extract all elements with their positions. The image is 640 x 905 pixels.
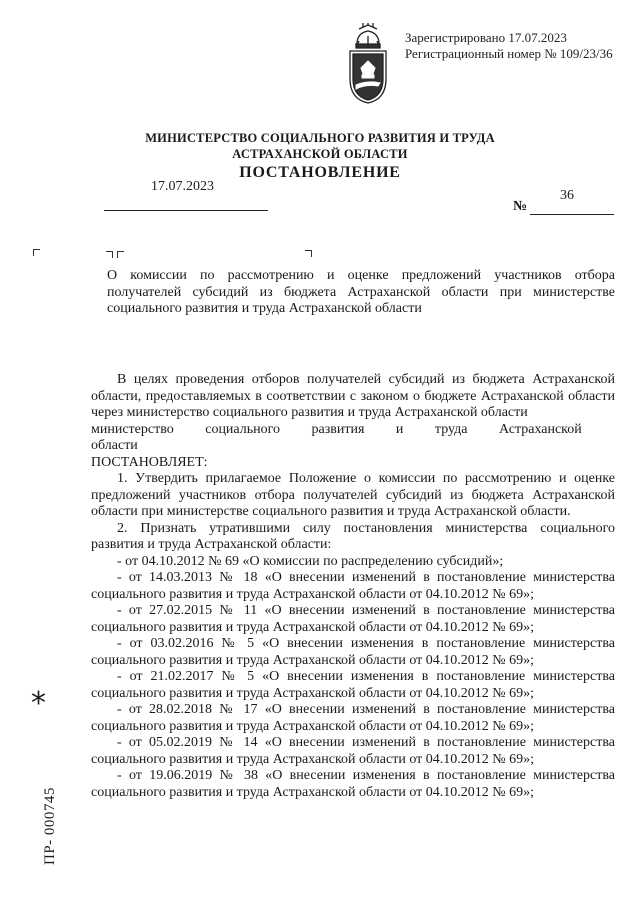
repealed-item: - от 14.03.2013 № 18 «О внесении изменений в постановление министерства социального развития и труда Астраханской области от 04.10.2012 № 69»; [91, 570, 615, 602]
number-underline [530, 214, 614, 215]
preamble-paragraph: В целях проведения отборов получателей субсидий из бюджета Астраханской области, предоставляемых в соответствии с законом о бюджете Астраханской области через министерство социального развития и труда Астраханской области [91, 372, 615, 420]
date-underline [104, 210, 268, 211]
repealed-item: - от 21.02.2017 № 5 «О внесении изменения в постановление министерства социального развития и труда Астраханской области от 04.10.2012 № 69»; [91, 669, 615, 701]
ministry-name-line1: МИНИСТЕРСТВО СОЦИАЛЬНОГО РАЗВИТИЯ И ТРУДА [145, 131, 495, 145]
issuer-line [91, 422, 615, 455]
margin-document-code: ПР- 000745 [42, 787, 58, 865]
item-1-paragraph: 1. Утвердить прилагаемое Положение о комиссии по рассмотрению и оценке предложений участников отбора получателей субсидий из бюджета Астраханской области при министерстве социального развития и труда Астраханской области. [91, 471, 615, 519]
registration-date: Зарегистрировано 17.07.2023 [405, 30, 567, 45]
decree-word: ПОСТАНОВЛЯЕТ: [91, 454, 208, 470]
document-type-title: ПОСТАНОВЛЕНИЕ [239, 164, 401, 181]
registration-stamp [405, 30, 613, 62]
coat-of-arms-icon [344, 23, 392, 105]
number-sign: № [513, 199, 528, 214]
document-body [91, 372, 615, 801]
document-number: 36 [560, 188, 574, 203]
corner-mark-subject-right-a [106, 251, 113, 258]
repealed-item: - от 04.10.2012 № 69 «О комиссии по распределению субсидий»; [117, 553, 504, 569]
repealed-item: - от 03.02.2016 № 5 «О внесении изменения в постановление министерства социального развития и труда Астраханской области от 04.10.2012 № 69»; [91, 636, 615, 668]
repealed-item: - от 05.02.2019 № 14 «О внесении изменений в постановление министерства социального развития и труда Астраханской области от 04.10.2012 № 69»; [91, 735, 615, 767]
issuer-text: министерство социального развития и труда Астраханской области [91, 421, 582, 453]
registration-number: Регистрационный номер № 109/23/36 [405, 46, 613, 61]
corner-mark-subject-left [117, 251, 124, 258]
corner-mark-subject-right [305, 250, 312, 257]
document-date: 17.07.2023 [151, 179, 214, 194]
repealed-item: - от 19.06.2019 № 38 «О внесении изменения в постановление министерства социального развития и труда Астраханской области от 04.10.2012 № 69»; [91, 768, 615, 800]
item-2-paragraph: 2. Признать утратившими силу постановления министерства социального развития и труда Астраханской области: [91, 520, 615, 552]
ministry-name-line2: АСТРАХАНСКОЙ ОБЛАСТИ [232, 147, 408, 161]
document-subject: О комиссии по рассмотрению и оценке предложений участников отбора получателей субсидий из бюджета Астраханской области при министерстве социального развития и труда Астраханской области [107, 268, 615, 316]
repealed-item: - от 28.02.2018 № 17 «О внесении изменений в постановление министерства социального развития и труда Астраханской области от 04.10.2012 № 69»; [91, 702, 615, 734]
repealed-item: - от 27.02.2015 № 11 «О внесении изменений в постановление министерства социального развития и труда Астраханской области от 04.10.2012 № 69»; [91, 603, 615, 635]
margin-asterisk: * [31, 686, 46, 721]
corner-mark-left [33, 249, 40, 256]
